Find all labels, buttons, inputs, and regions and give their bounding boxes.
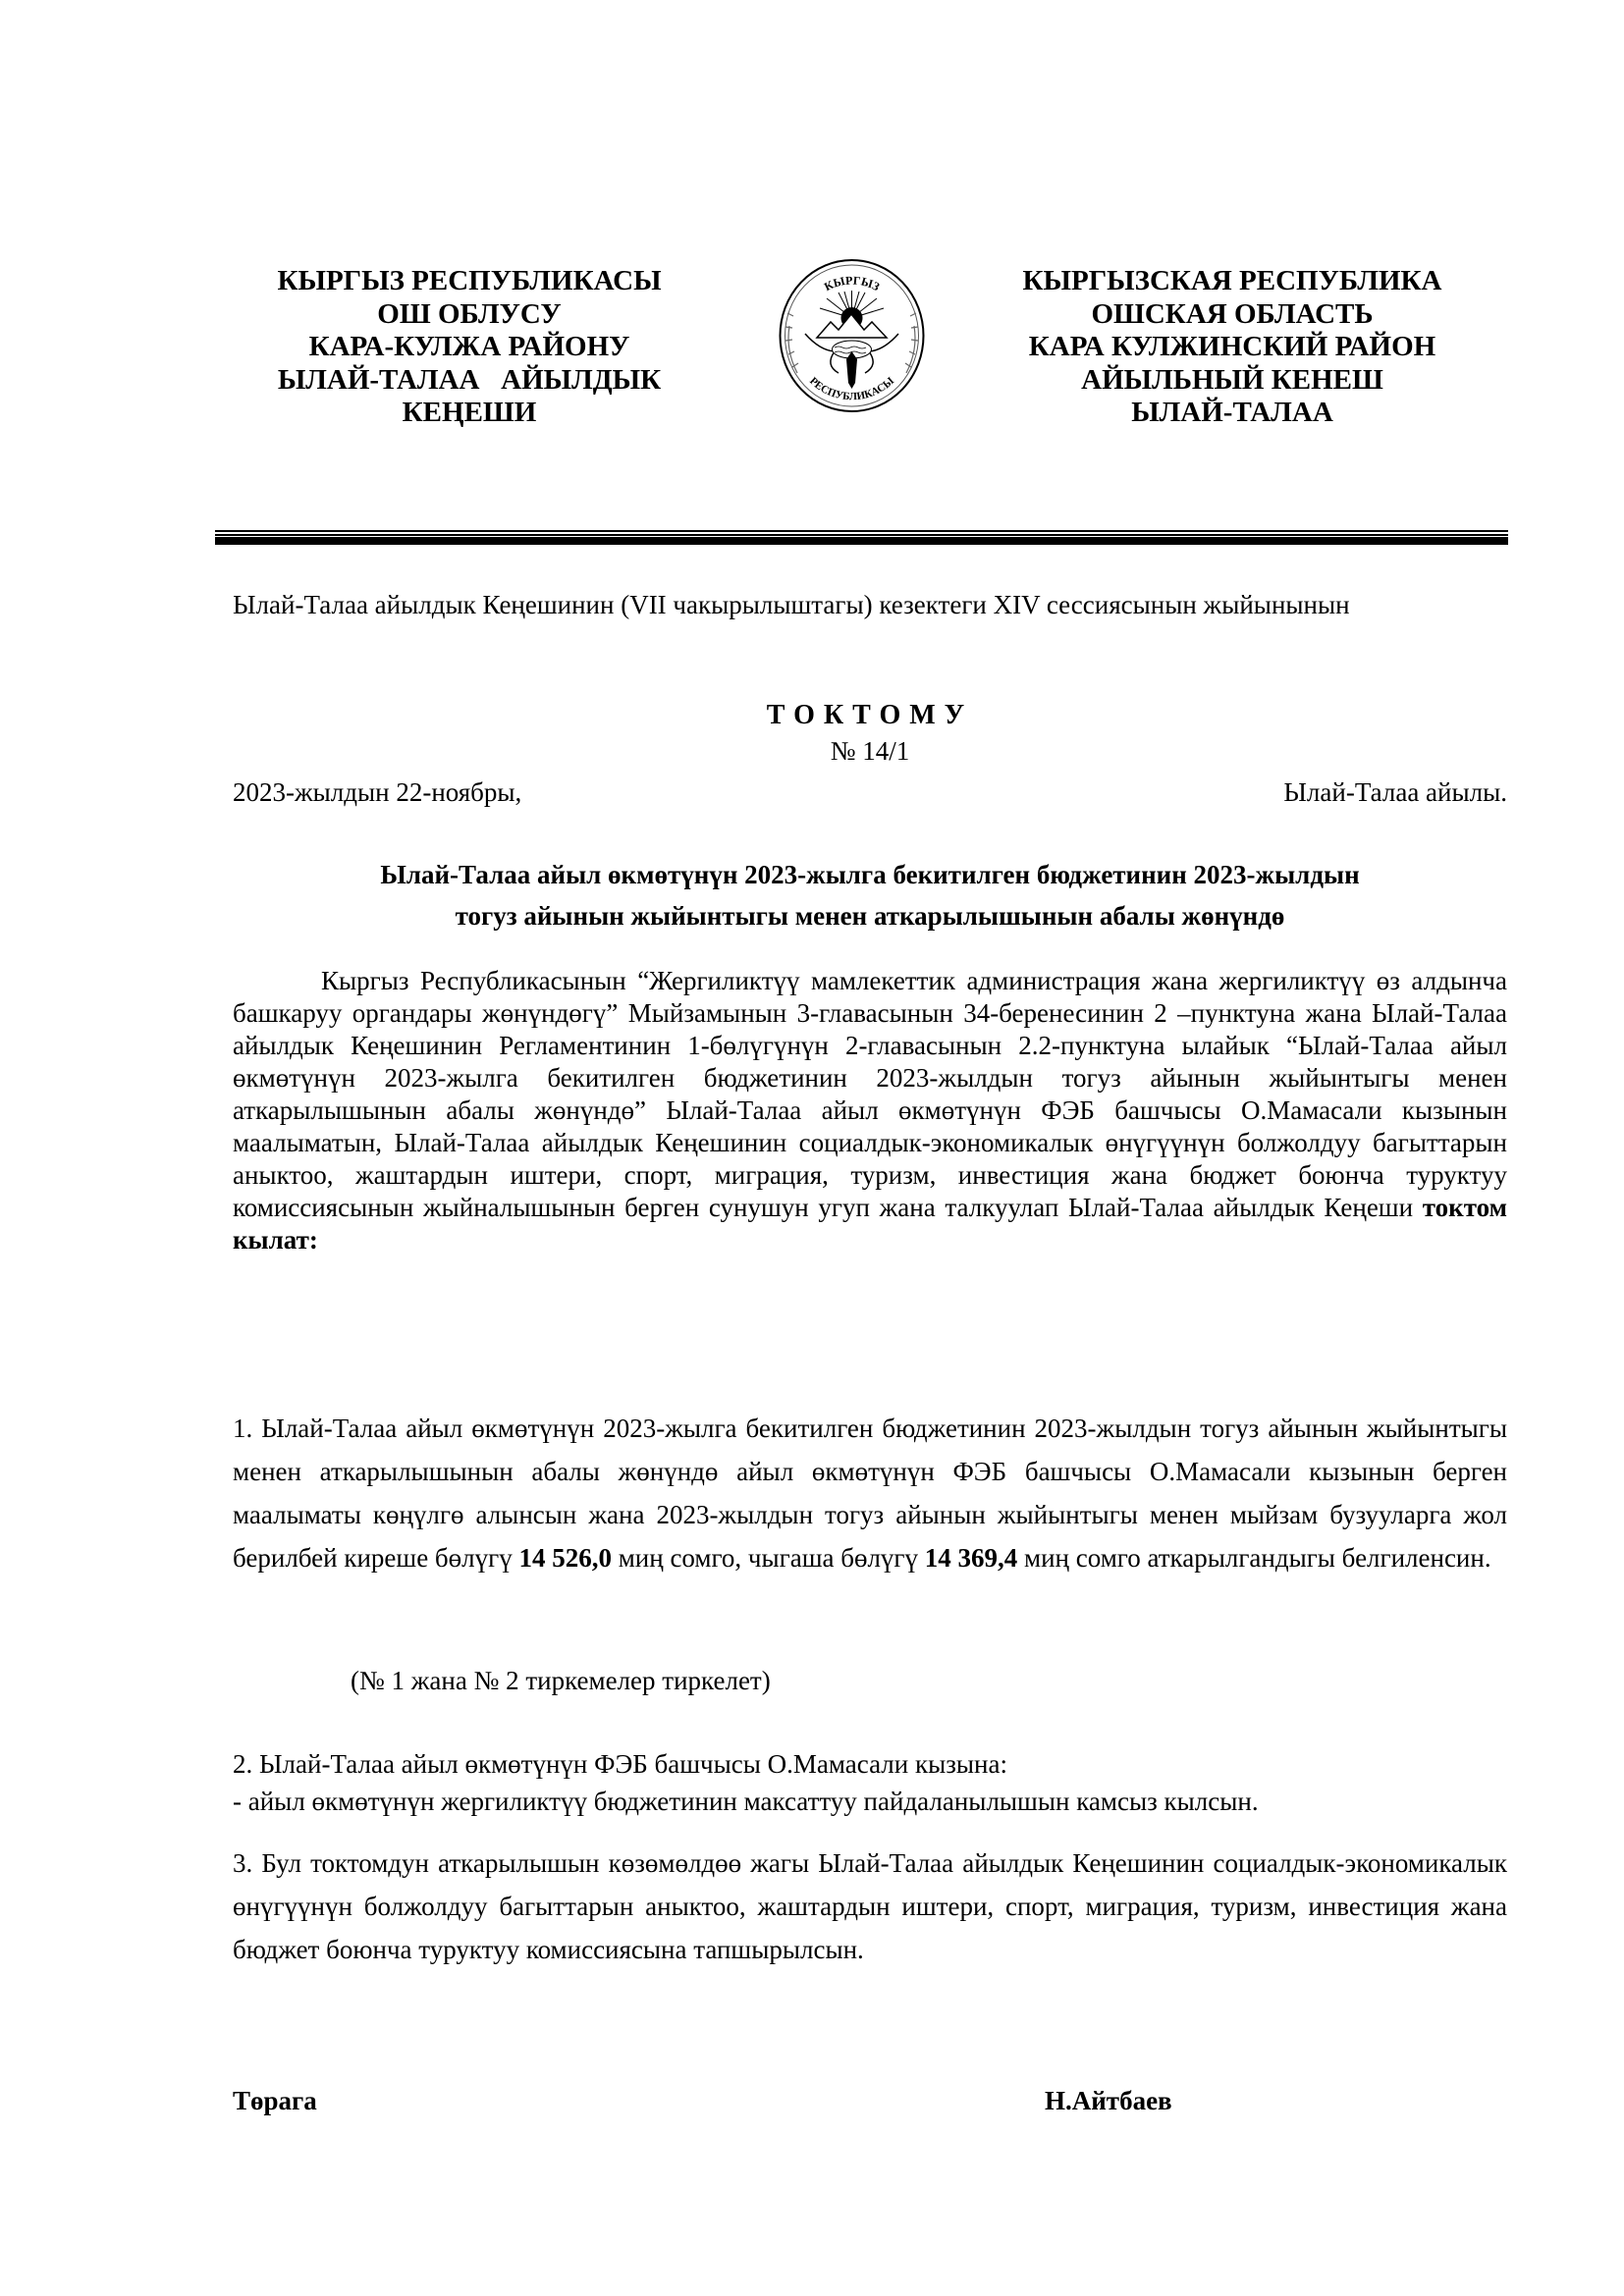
header-kyrgyz-block [224, 265, 715, 430]
header-right-line: КЫРГЫЗСКАЯ РЕСПУБЛИКА [1022, 265, 1442, 296]
decree-date: 2023-жылдын 22-ноябры, [233, 777, 522, 807]
signature-role: Төрага [233, 2086, 317, 2115]
header-right-line: ЫЛАЙ-ТАЛАА [1131, 397, 1333, 428]
header-left-line: КЕҢЕШИ [402, 397, 537, 428]
attachments-note: (№ 1 жана № 2 тиркемелер тиркелет) [351, 1666, 771, 1695]
decree-item-1 [233, 1407, 1507, 1579]
decree-place: Ылай-Талаа айылы. [1283, 777, 1507, 807]
expense-tail: миң сомго аткарылгандыгы белгиленсин. [1017, 1543, 1491, 1573]
revenue-amount: 14 526,0 [518, 1543, 612, 1573]
session-preamble: Ылай-Талаа айылдык Кеңешинин (VII чакырылыштагы) кезектеги XIV сессиясынын жыйынынын [233, 590, 1350, 619]
expense-amount: 14 369,4 [924, 1543, 1018, 1573]
decree-item-3: 3. Бул токтомдун аткарылышын көзөмөлдөө жагы Ылай-Талаа айылдык Кеңешинин социалдык-экономикалык өнүгүүнүн болжолдуу багыттарын аныктоо, жаштардын иштери, спорт, миграция, туризм, инвестиция жана бюджет боюнча туруктуу комиссиясына тапшырылсын. [233, 1848, 1507, 1964]
item-1-text: 1. Ылай-Талаа айыл өкмөтүнүн 2023-жылга бекитилген бюджетинин 2023-жылдын тогуз айынын жыйынтыгы менен аткарылышынын абалы жөнүндө айыл өкмөтүнүн ФЭБ башчысы О.Мамасали кызынын берген маалыматы көңүлгө алынсын жана 2023-жылдын тогуз айынын жыйынтыгы менен мыйзам бузууларга жол берилбей киреше бөлүгү [233, 1414, 1507, 1573]
header-left-line: КЫРГЫЗ РЕСПУБЛИКАСЫ [277, 265, 662, 296]
decree-subject-line: тогуз айынын жыйынтыгы менен аткарылышынын абалы жөнүндө [455, 901, 1285, 931]
resolves-phrase: токтом кылат: [233, 1193, 1507, 1255]
item-2-line: - айыл өкмөтүнүн жергиликтүү бюджетинин максаттуу пайдаланылышын камсыз кылсын. [233, 1787, 1259, 1816]
decree-number: № 14/1 [830, 736, 910, 766]
item-2-line: 2. Ылай-Талаа айыл өкмөтүнүн ФЭБ башчысы О.Мамасали кызына: [233, 1749, 1007, 1779]
decree-item-2 [233, 1745, 1507, 1820]
decree-subject [233, 854, 1507, 936]
revenue-unit: миң сомго, чыгаша бөлүгү [611, 1543, 925, 1573]
emblem-top-text: КЫРГЫЗ [822, 273, 883, 294]
header-left-line: КАРА-КУЛЖА РАЙОНУ [308, 331, 630, 362]
header-divider [215, 537, 1508, 545]
header-russian-block [987, 265, 1478, 430]
header-divider [215, 534, 1508, 536]
header-right-line: КАРА КУЛЖИНСКИЙ РАЙОН [1028, 331, 1436, 362]
header-left-line: ЫЛАЙ-ТАЛАА АЙЫЛДЫК [277, 363, 662, 396]
decree-basis-paragraph [233, 965, 1507, 1256]
kyrgyz-state-emblem-icon [776, 257, 928, 414]
header-left-line: ОШ ОБЛУСУ [377, 297, 562, 330]
header-right-line: АЙЫЛЬНЫЙ КЕНЕШ [1081, 363, 1383, 396]
basis-text: Кыргыз Республикасынын “Жергиликтүү мамлекеттик администрация жана жергиликтүү өз алдынча башкаруу органдары жөнүндөгү” Мыйзамынын 3-главасынын 34-беренесинин 2 –пунктуна жана Ылай-Талаа айылдык Кеңешинин Регламентинин 1-бөлүгүнүн 2-главасынын 2.2-пунктуна ылайык “Ылай-Талаа айыл өкмөтүнүн 2023-жылга бекитилген бюджетинин 2023-жылдын тогуз айынын жыйынтыгы менен аткарылышынын абалы жөнүндө” Ылай-Талаа айыл өкмөтүнүн ФЭБ башчысы О.Мамасали кызынын маалыматын, Ылай-Талаа айылдык Кеңешинин социалдык-экономикалык өнүгүүнүн болжолдуу багыттарын аныктоо, жаштардын иштери, спорт, миграция, туризм, инвестиция жана бюджет боюнча туруктуу комиссиясынын жыйналышынын берген сунушун угуп жана талкуулап Ылай-Талаа айылдык Кеңеши [233, 966, 1507, 1222]
emblem-bottom-text: РЕСПУБЛИКАСЫ [807, 375, 896, 403]
header-right-line: ОШСКАЯ ОБЛАСТЬ [1091, 297, 1374, 330]
header-divider [215, 530, 1508, 532]
decree-subject-line: Ылай-Талаа айыл өкмөтүнүн 2023-жылга бекитилген бюджетинин 2023-жылдын [380, 860, 1360, 889]
signature-name: Н.Айтбаев [1045, 2086, 1172, 2115]
decree-title: ТОКТОМУ [766, 700, 974, 730]
